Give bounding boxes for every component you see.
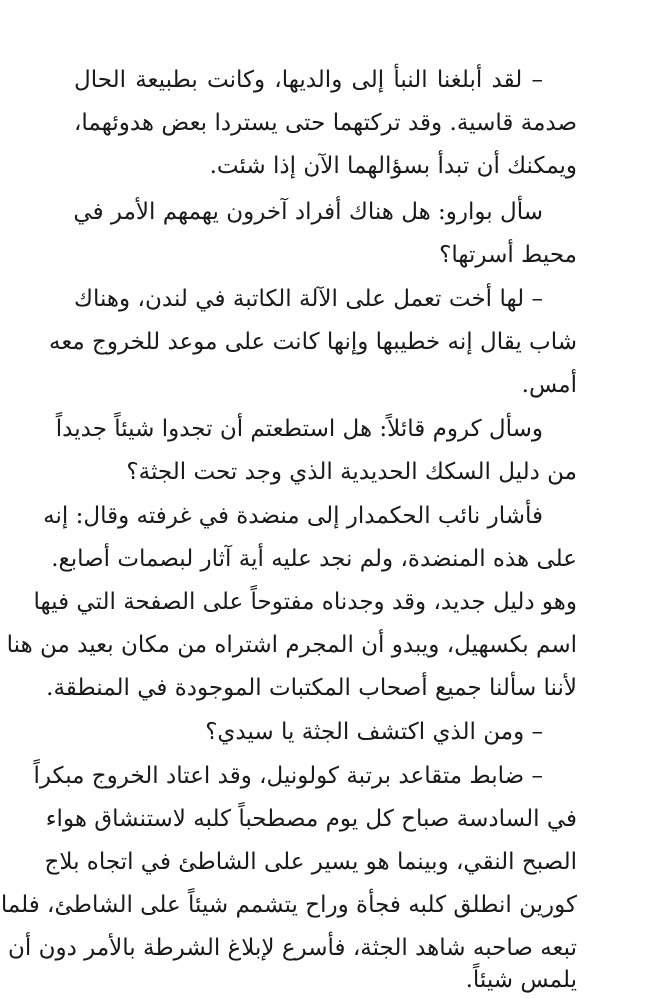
text-line: شاب يقال إنه خطيبها وإنها كانت على موعد للخروج معه (48, 329, 577, 355)
text-line: تبعه صاحبه شاهد الجثة، فأسرع لإبلاغ الشرطة بالأمر دون أن (8, 935, 577, 961)
text-line: ويمكنك أن تبدأ بسؤالهما الآن إذا شئت. (209, 153, 577, 179)
text-line: – لقد أبلغنا النبأ إلى والديها، وكانت بطبيعة الحال (74, 67, 543, 93)
text-line: في السادسة صباح كل يوم مصطحباً كلبه لاستنشاق هواء (45, 806, 577, 832)
text-line: الصبح النقي، وبينما هو يسير على الشاطئ في اتجاه بلاج (44, 849, 577, 875)
text-line: – ضابط متقاعد برتبة كولونيل، وقد اعتاد الخروج مبكراً (33, 763, 543, 789)
text-line: – لها أخت تعمل على الآلة الكاتبة في لندن، وهناك (74, 286, 543, 312)
text-line: – ومن الذي اكتشف الجثة يا سيدي؟ (205, 719, 543, 745)
text-line: أمس. (521, 372, 577, 398)
text-line: من دليل السكك الحديدية الذي وجد تحت الجثة؟ (126, 459, 577, 485)
text-line: كورين انطلق كلبه فجأة وراح يتشمم شيئاً على الشاطئ، فلما (0, 892, 577, 918)
text-line: اسم بكسهيل، ويبدو أن المجرم اشتراه من مكان بعيد من هنا (6, 632, 577, 658)
text-line: فأشار نائب الحكمدار إلى منضدة في غرفته وقال: إنه (43, 503, 543, 529)
text-line: صدمة قاسية. وقد تركتهما حتى يستردا بعض هدوئهما، (74, 110, 577, 136)
text-line: وهو دليل جديد، وقد وجدناه مفتوحاً على الصفحة التي فيها (33, 589, 577, 615)
text-line: لأننا سألنا جميع أصحاب المكتبات الموجودة في المنطقة. (46, 675, 577, 701)
text-line: سأل بوارو: هل هناك أفراد آخرون يهمهم الأمر في (73, 199, 543, 225)
text-line: على هذه المنضدة، ولم نجد عليه أية آثار لبصمات أصابع. (51, 546, 577, 572)
text-line: وسأل كروم قائلاً: هل استطعتم أن تجدوا شيئاً جديداً (55, 416, 543, 442)
text-line: يلمس شيئاً. (465, 967, 577, 993)
text-line: محيط أسرتها؟ (439, 242, 577, 268)
